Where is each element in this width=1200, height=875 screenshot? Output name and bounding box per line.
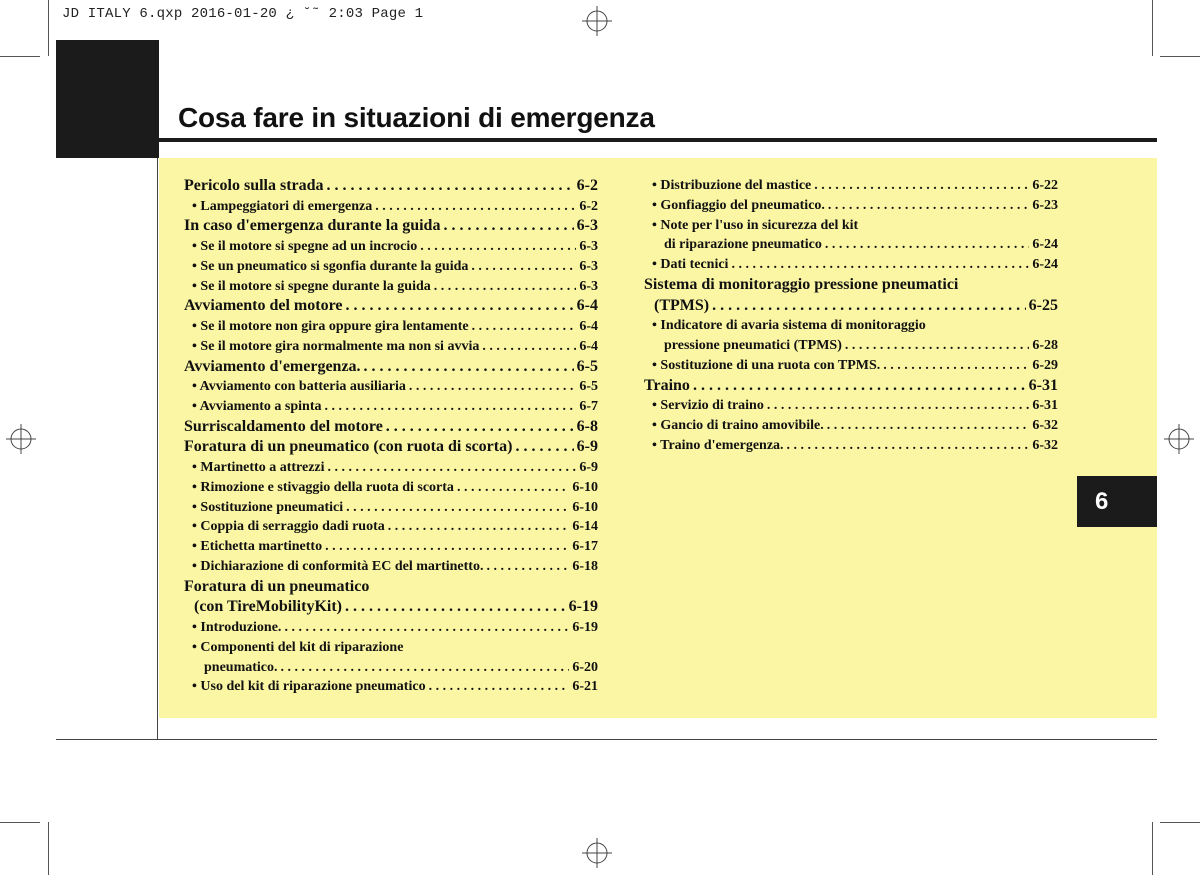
toc-entry-label: • Servizio di traino xyxy=(652,398,764,414)
toc-entry-page: 6-3 xyxy=(579,258,598,274)
toc-entry[interactable] xyxy=(184,437,598,458)
toc-entry-page: 6-10 xyxy=(572,499,598,515)
chapter-tab[interactable]: 6 xyxy=(1077,476,1157,527)
toc-leader-dots xyxy=(827,416,1030,436)
toc-column-left xyxy=(184,176,598,697)
toc-entry-label: Sistema di monitoraggio pressione pneumatici xyxy=(644,275,959,293)
toc-entry-page: 6-20 xyxy=(572,659,598,675)
toc-leader-dots xyxy=(457,478,569,498)
toc-leader-dots xyxy=(328,458,577,478)
toc-entry[interactable] xyxy=(644,275,1058,296)
toc-leader-dots xyxy=(472,317,577,337)
toc-leader-dots xyxy=(420,237,576,257)
registration-mark-icon xyxy=(582,6,612,36)
toc-entry-label: • Gancio di traino amovibile. xyxy=(652,417,824,433)
toc-entry-page: 6-3 xyxy=(579,238,598,254)
toc-leader-dots xyxy=(712,296,1026,317)
toc-leader-dots xyxy=(515,437,573,458)
toc-entry[interactable] xyxy=(184,377,598,397)
toc-entry-label: • Sostituzione pneumatici xyxy=(192,499,344,515)
toc-entry-label: Foratura di un pneumatico xyxy=(184,577,370,595)
toc-entry-label: (con TireMobilityKit) xyxy=(194,598,342,616)
toc-entry-label: • Dati tecnici xyxy=(652,257,729,273)
toc-entry-label: Foratura di un pneumatico (con ruota di scorta) xyxy=(184,438,513,456)
toc-entry-label: • Sostituzione di una ruota con TPMS. xyxy=(652,357,881,373)
toc-entry[interactable] xyxy=(184,337,598,357)
toc-entry-page: 6-8 xyxy=(576,417,598,435)
toc-entry[interactable] xyxy=(184,417,598,438)
toc-leader-dots xyxy=(327,176,574,197)
toc-entry-page: 6-24 xyxy=(1032,237,1058,253)
crop-mark xyxy=(1160,822,1200,823)
toc-entry[interactable] xyxy=(184,257,598,277)
toc-leader-dots xyxy=(825,235,1029,255)
toc-entry-label: (TPMS) xyxy=(654,296,710,314)
toc-entry[interactable] xyxy=(644,376,1058,397)
toc-leader-dots xyxy=(845,336,1029,356)
crop-mark xyxy=(48,822,49,875)
toc-entry[interactable] xyxy=(184,197,598,217)
toc-entry-label: • Se il motore si spegne durante la guida xyxy=(192,278,431,294)
toc-entry-page: 6-7 xyxy=(579,398,598,414)
toc-entry-page: 6-19 xyxy=(572,619,598,635)
toc-entry-page: 6-29 xyxy=(1032,357,1058,373)
toc-entry-label: • Introduzione. xyxy=(192,619,282,635)
toc-leader-dots xyxy=(325,537,569,557)
toc-entry[interactable] xyxy=(184,478,598,498)
toc-leader-dots xyxy=(281,658,570,678)
toc-entry-page: 6-32 xyxy=(1032,437,1058,453)
toc-entry-page: 6-2 xyxy=(579,198,598,214)
toc-entry-label: • Traino d'emergenza. xyxy=(652,437,784,453)
toc-entry[interactable] xyxy=(184,638,598,658)
toc-leader-dots xyxy=(883,356,1029,376)
toc-leader-dots xyxy=(693,376,1026,397)
toc-entry-label: • Gonfiaggio del pneumatico. xyxy=(652,197,825,213)
chapter-block xyxy=(56,40,159,158)
toc-entry[interactable] xyxy=(184,237,598,257)
toc-leader-dots xyxy=(388,517,570,537)
toc-leader-dots xyxy=(409,377,576,397)
toc-leader-dots xyxy=(429,677,570,697)
toc-entry[interactable] xyxy=(184,597,598,618)
toc-entry[interactable] xyxy=(644,196,1058,216)
toc-entry-page: 6-21 xyxy=(572,679,598,695)
toc-entry[interactable] xyxy=(184,397,598,417)
toc-entry-label: • Se un pneumatico si sgonfia durante la guida xyxy=(192,258,469,274)
toc-leader-dots xyxy=(767,396,1029,416)
toc-entry[interactable] xyxy=(184,537,598,557)
toc-entry-label: • Martinetto a attrezzi xyxy=(192,459,325,475)
toc-entry-label: • Indicatore di avaria sistema di monitoraggio xyxy=(652,318,926,334)
toc-entry-label: Avviamento del motore xyxy=(184,297,343,315)
toc-entry[interactable] xyxy=(184,498,598,518)
toc-entry-page: 6-14 xyxy=(572,519,598,535)
toc-entry-page: 6-22 xyxy=(1032,178,1058,193)
toc-entry[interactable] xyxy=(184,677,598,697)
toc-entry-page: 6-31 xyxy=(1032,398,1058,414)
toc-column-right xyxy=(644,176,1058,456)
toc-entry-label: • Avviamento a spinta xyxy=(192,398,322,414)
crop-mark xyxy=(0,56,40,57)
toc-entry[interactable] xyxy=(184,517,598,537)
toc-leader-dots xyxy=(345,597,566,618)
toc-entry-label: • Note per l'uso in sicurezza del kit xyxy=(652,217,859,233)
toc-entry[interactable] xyxy=(184,618,598,638)
toc-entry-page: 6-24 xyxy=(1032,257,1058,273)
toc-entry[interactable] xyxy=(184,458,598,478)
toc-entry-label: • Uso del kit di riparazione pneumatico xyxy=(192,679,426,695)
toc-entry[interactable] xyxy=(644,316,1058,336)
toc-entry-label: • Coppia di serraggio dadi ruota xyxy=(192,519,385,535)
toc-entry-label: • Se il motore non gira oppure gira lentamente xyxy=(192,318,469,334)
toc-entry[interactable] xyxy=(184,296,598,317)
title-rule xyxy=(159,138,1157,142)
toc-leader-dots xyxy=(787,436,1030,456)
toc-entry-label: • Etichetta martinetto xyxy=(192,539,323,555)
toc-entry[interactable] xyxy=(184,357,598,378)
toc-entry[interactable] xyxy=(184,317,598,337)
toc-leader-dots xyxy=(443,216,573,237)
toc-entry-page: 6-10 xyxy=(572,479,598,495)
toc-entry-label: • Se il motore gira normalmente ma non si avvia xyxy=(192,338,480,354)
toc-entry-page: 6-5 xyxy=(576,357,598,375)
crop-mark xyxy=(0,822,40,823)
toc-entry[interactable] xyxy=(644,296,1058,317)
toc-entry-page: 6-4 xyxy=(579,318,598,334)
toc-entry-page: 6-2 xyxy=(576,177,598,194)
toc-entry-page: 6-4 xyxy=(579,338,598,354)
toc-entry[interactable] xyxy=(644,235,1058,255)
crop-mark xyxy=(1152,822,1153,875)
toc-entry[interactable] xyxy=(184,277,598,297)
toc-entry[interactable] xyxy=(184,557,598,577)
toc-leader-dots xyxy=(731,255,1029,275)
toc-entry-page: 6-4 xyxy=(576,297,598,315)
toc-entry[interactable] xyxy=(644,336,1058,356)
toc-entry-page: 6-23 xyxy=(1032,197,1058,213)
toc-entry-page: 6-32 xyxy=(1032,417,1058,433)
toc-entry-label: di riparazione pneumatico xyxy=(664,237,822,253)
toc-entry-page: 6-19 xyxy=(568,598,598,616)
toc-leader-dots xyxy=(828,196,1029,216)
toc-entry-label: • Rimozione e stivaggio della ruota di scorta xyxy=(192,479,454,495)
toc-leader-dots xyxy=(486,557,569,577)
toc-entry[interactable] xyxy=(644,436,1058,456)
toc-entry-page: 6-9 xyxy=(579,459,598,475)
toc-entry[interactable] xyxy=(644,356,1058,376)
toc-entry[interactable] xyxy=(184,658,598,678)
toc-leader-dots xyxy=(345,296,573,317)
crop-mark xyxy=(48,0,49,56)
toc-entry-label: • Distribuzione del mastice xyxy=(652,178,812,193)
toc-entry[interactable] xyxy=(644,176,1058,196)
toc-entry-label: Traino xyxy=(644,376,690,394)
toc-entry-label: Pericolo sulla strada xyxy=(184,177,324,194)
toc-leader-dots xyxy=(471,257,576,277)
toc-entry-page: 6-31 xyxy=(1028,376,1058,394)
toc-entry-label: pressione pneumatici (TPMS) xyxy=(664,337,842,353)
toc-leader-dots xyxy=(434,277,577,297)
registration-mark-icon xyxy=(6,424,36,454)
toc-entry-page: 6-5 xyxy=(579,379,598,395)
page-title: Cosa fare in situazioni di emergenza xyxy=(178,102,655,133)
toc-entry-page: 6-18 xyxy=(572,558,598,574)
toc-entry-label: • Dichiarazione di conformità EC del martinetto. xyxy=(192,558,484,574)
toc-entry-label: Avviamento d'emergenza. xyxy=(184,357,361,375)
toc-leader-dots xyxy=(482,337,576,357)
toc-entry[interactable] xyxy=(644,216,1058,236)
toc-leader-dots xyxy=(284,618,569,638)
toc-entry-label: Surriscaldamento del motore xyxy=(184,417,383,435)
toc-leader-dots xyxy=(375,197,576,217)
toc-leader-dots xyxy=(364,357,574,378)
toc-entry[interactable] xyxy=(644,416,1058,436)
toc-leader-dots xyxy=(346,498,569,518)
toc-leader-dots xyxy=(814,176,1029,196)
print-slug: JD ITALY 6.qxp 2016-01-20 ¿ ˘˜ 2:03 Page 1 xyxy=(62,6,424,22)
toc-entry-label: • Se il motore si spegne ad un incrocio xyxy=(192,238,418,254)
toc-entry[interactable] xyxy=(184,577,598,598)
registration-mark-icon xyxy=(1164,424,1194,454)
toc-entry-label: • Avviamento con batteria ausiliaria xyxy=(192,379,406,395)
toc-entry-label: In caso d'emergenza durante la guida xyxy=(184,217,441,235)
margin-rule xyxy=(157,158,158,740)
toc-leader-dots xyxy=(325,397,577,417)
toc-entry-page: 6-3 xyxy=(579,278,598,294)
toc-entry[interactable] xyxy=(644,396,1058,416)
toc-entry-page: 6-9 xyxy=(576,438,598,456)
toc-entry-label: pneumatico. xyxy=(204,659,278,675)
toc-entry[interactable] xyxy=(644,255,1058,275)
toc-entry[interactable] xyxy=(184,216,598,237)
toc-entry-page: 6-3 xyxy=(576,217,598,235)
crop-mark xyxy=(1152,0,1153,56)
registration-mark-icon xyxy=(582,838,612,868)
toc-leader-dots xyxy=(386,417,574,438)
toc-entry[interactable] xyxy=(184,176,598,197)
toc-entry-label: • Lampeggiatori di emergenza xyxy=(192,198,373,214)
footer-rule xyxy=(56,739,1157,740)
crop-mark xyxy=(1160,56,1200,57)
toc-entry-page: 6-28 xyxy=(1032,337,1058,353)
toc-entry-label: • Componenti del kit di riparazione xyxy=(192,639,404,655)
toc-entry-page: 6-25 xyxy=(1028,296,1058,314)
toc-entry-page: 6-17 xyxy=(572,539,598,555)
